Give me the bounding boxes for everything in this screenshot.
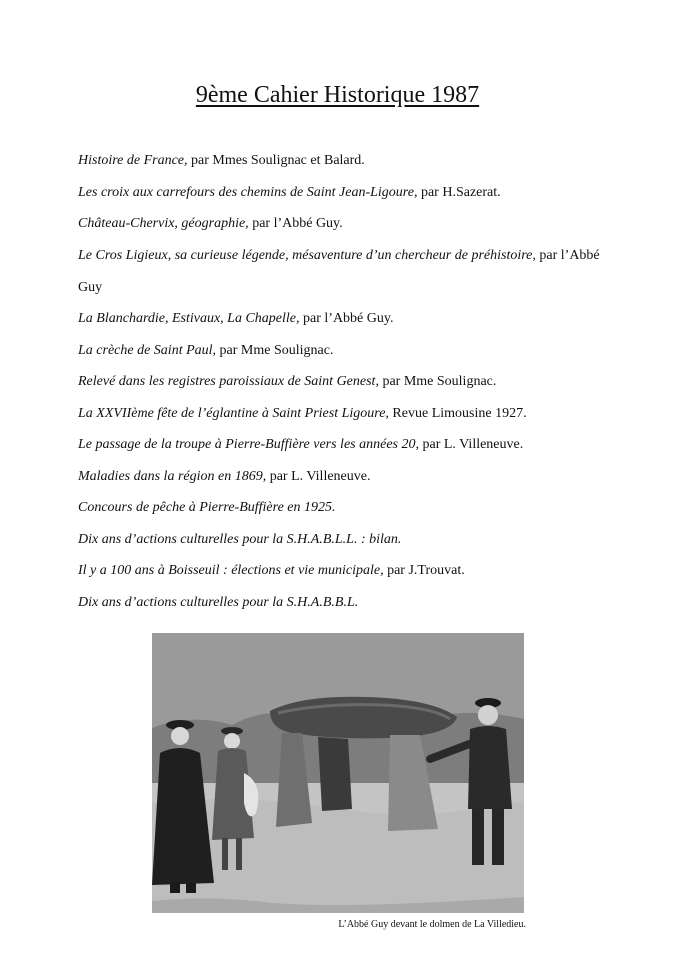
article-author: Revue Limousine 1927. (388, 405, 527, 421)
list-item (78, 529, 623, 551)
dolmen-photo (152, 633, 524, 913)
list-item (78, 592, 623, 614)
list-item (78, 497, 623, 519)
article-author: par l’Abbé (535, 247, 600, 263)
list-item (78, 340, 623, 362)
article-author: par Mme Soulignac. (216, 342, 334, 358)
article-author: par J.Trouvat. (383, 563, 465, 578)
article-author-continued: Guy (78, 279, 103, 295)
list-item (78, 560, 623, 582)
list-item (78, 371, 623, 393)
article-list (78, 150, 623, 623)
article-title: Le passage de la troupe à Pierre-Buffière vers les années 20, (78, 437, 419, 452)
list-item (78, 466, 623, 488)
list-item (78, 245, 623, 299)
photo-caption: L’Abbé Guy devant le dolmen de La Villedieu. (338, 919, 526, 930)
article-title: Il y a 100 ans à Boisseuil : élections et vie municipale, (78, 563, 384, 578)
article-author: par l’Abbé Guy. (299, 311, 394, 326)
article-title: Concours de pêche à Pierre-Buffière en 1925. (78, 500, 336, 515)
list-item (78, 213, 623, 235)
page-title: 9ème Cahier Historique 1987 (195, 82, 480, 108)
article-author: par Mme Soulignac. (378, 374, 497, 389)
article-title: Dix ans d’actions culturelles pour la S.H.A.B.B.L. (78, 594, 359, 610)
dolmen-photo-illustration (152, 633, 524, 913)
article-author: par H.Sazerat. (417, 184, 501, 200)
article-title: Le Cros Ligieux, sa curieuse légende, mésaventure d’un chercheur de préhistoire, (78, 247, 536, 263)
article-title: Dix ans d’actions culturelles pour la S.H.A.B.L.L. : bilan. (78, 531, 402, 547)
article-title: Maladies dans la région en 1869, (78, 468, 267, 484)
article-author: par Mmes Soulignac et Balard. (187, 153, 365, 168)
article-title: Les croix aux carrefours des chemins de Saint Jean-Ligoure, (78, 184, 418, 200)
article-title: La XXVIIème fête de l’églantine à Saint Priest Ligoure, (78, 405, 389, 421)
article-title: Relevé dans les registres paroissiaux de Saint Genest, (78, 374, 379, 389)
list-item (78, 308, 623, 330)
article-title: La crèche de Saint Paul, (78, 342, 217, 358)
list-item (78, 182, 623, 204)
article-author: par L. Villeneuve. (266, 468, 371, 484)
article-title: Histoire de France, (78, 153, 188, 168)
article-title: Château-Chervix, géographie, (78, 216, 249, 231)
list-item (78, 150, 623, 172)
article-title: La Blanchardie, Estivaux, La Chapelle, (78, 311, 300, 326)
list-item (78, 434, 623, 456)
article-author: par l’Abbé Guy. (248, 216, 343, 231)
list-item (78, 403, 623, 425)
article-author: par L. Villeneuve. (418, 437, 524, 452)
